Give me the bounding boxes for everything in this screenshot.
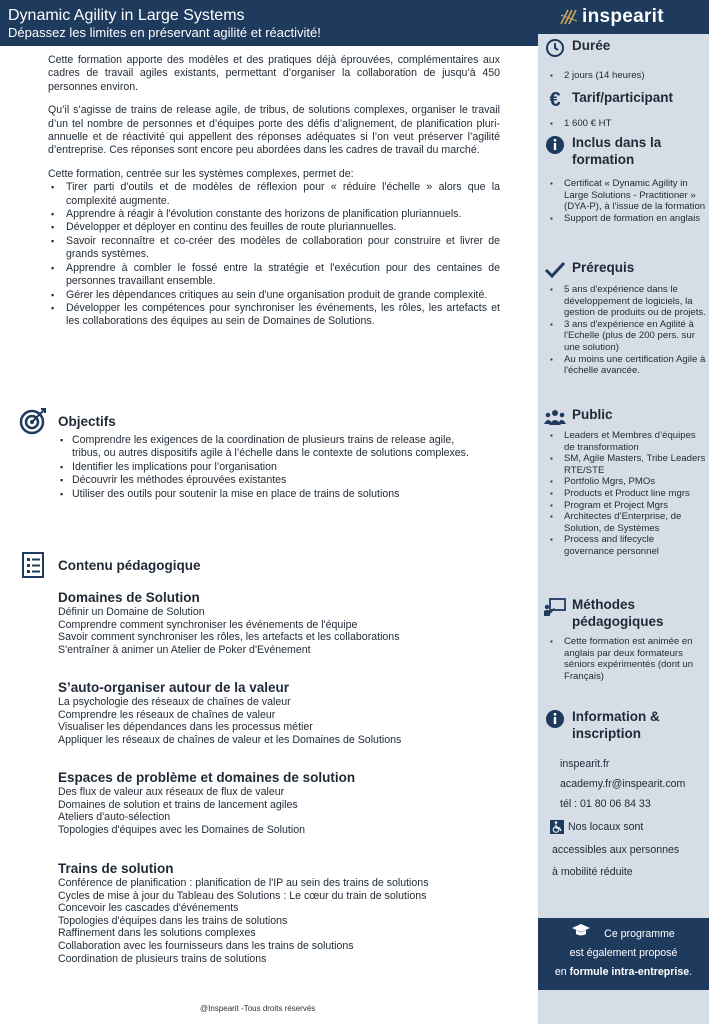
duree-list: [548, 70, 706, 82]
intro-bullet-list: [48, 181, 500, 328]
page-title: Dynamic Agility in Large Systems: [8, 7, 245, 24]
duree-heading: [544, 37, 610, 59]
module-block: [58, 680, 498, 746]
section-title: Contenu pédagogique: [58, 557, 201, 573]
accessibility-note: [550, 820, 643, 834]
list-item: ▪ Support de formation en anglais: [548, 213, 706, 225]
list-item: ▪ Leaders et Membres d’équipes de transformation: [548, 430, 706, 453]
module-line: Conférence de planification : planification de l'IP au sein des trains de solutions: [58, 877, 429, 889]
module-line: Des flux de valeur aux réseaux de flux de valeur: [58, 786, 285, 798]
sidebar: [538, 0, 709, 1024]
prerequis-heading: [544, 259, 634, 281]
clock-icon: [544, 37, 566, 59]
module-line: Ateliers d'auto-sélection: [58, 811, 171, 824]
public-heading: [544, 406, 613, 428]
presentation-icon: [544, 596, 566, 618]
list-item: ▪ Utiliser des outils pour soutenir la mise en place de trains de solutions: [58, 488, 478, 501]
module-line: Topologies d'équipes dans les trains de solutions: [58, 914, 288, 927]
list-item: ▪ Cette formation est animée en anglais par deux formateurs séniors expérimentés (dont un Français): [548, 636, 706, 682]
list-item: ▪ SM, Agile Masters, Tribe Leaders RTE/STE: [548, 453, 706, 476]
tarif-list: [548, 118, 706, 130]
checklist-icon: [18, 550, 48, 580]
intro-paragraph: Cette formation, centrée sur les systèmes complexes, permet de:: [48, 167, 354, 180]
intro-section: [48, 54, 500, 329]
info-heading: [544, 708, 697, 742]
users-icon: [544, 406, 566, 428]
list-item: ▪ Au moins une certification Agile à l'échelle avancée.: [548, 354, 706, 377]
module-title: Trains de solution: [58, 861, 174, 876]
module-line: Raffinement dans les solutions complexes: [58, 927, 256, 940]
info-icon: [544, 708, 566, 730]
list-item: ▪ Tirer parti d'outils et de modèles de réflexion pour « réduire l'échelle » alors que la complexité augmente.: [48, 181, 500, 208]
intro-paragraph: Qu’il s’agisse de trains de release agile, de tribus, de solutions complexes, organiser le travail d’un tel nombre de personnes et d’équipes porte des défis d’alignement, de planification pluri-annuelle et de réactivité qui appellent des réponses adéquates si l’on veut préserver l’agilité d’entreprise. Ces réponses sont encore peu abordées dans les cadres de travail du marché.: [48, 104, 500, 157]
list-item: ▪ 3 ans d'expérience en Agilité à l'Echelle (plus de 200 pers. sur une solution): [548, 319, 706, 354]
logo-mark-icon: [560, 9, 578, 25]
prerequis-list: [548, 284, 706, 377]
module-line: Appliquer les réseaux de chaînes de valeur et les Domaines de Solutions: [58, 733, 402, 746]
page-subtitle: Dépassez les limites en préservant agilité et réactivité!: [8, 25, 321, 40]
module-line: Cycles de mise à jour du Tableau des Solutions : Le cœur du train de solutions: [58, 889, 427, 902]
module-title: Espaces de problème et domaines de solution: [58, 770, 356, 785]
tarif-heading: [544, 89, 673, 111]
list-item: ▪ 5 ans d'expérience dans le développement de logiciels, la gestion de produits ou de projets.: [548, 284, 706, 319]
module-line: La psychologie des réseaux de chaînes de valeur: [58, 696, 291, 708]
module-line: Concevoir les cascades d'événements: [58, 902, 239, 915]
intra-promo-box: [538, 918, 709, 990]
module-line: Définir un Domaine de Solution: [58, 606, 205, 618]
list-item: ▪ Apprendre à combler le fossé entre la stratégie et l'exécution pour des centaines de personnes travaillant ensemble.: [48, 262, 500, 289]
logo: [538, 0, 709, 34]
module-line: Comprendre comment synchroniser les événements de l'équipe: [58, 618, 358, 631]
list-item: ▪ Architectes d’Enterprise, de Solution, de Systèmes: [548, 511, 706, 534]
module-line: Coordination de plusieurs trains de solutions: [58, 952, 267, 965]
list-item: ▪ 2 jours (14 heures): [548, 70, 706, 82]
inclus-list: [548, 178, 706, 224]
list-item: ▪ Certificat « Dynamic Agility in Large Solutions - Practitioner » (DYA-P), à l’issue de la formation: [548, 178, 706, 213]
module-block: [58, 770, 498, 836]
module-line: Collaboration avec les fournisseurs dans les trains de solutions: [58, 939, 354, 952]
module-line: Topologies d'équipes avec les Domaines de Solution: [58, 823, 306, 836]
list-item: ▪ 1 600 € HT: [548, 118, 706, 130]
module-block: [58, 590, 498, 656]
promo-line: Ce programme: [538, 924, 709, 944]
list-item: ▪ Développer les compétences pour synchroniser les événements, les rôles, les artefacts et les collaborations des équipes au sein de Domaines de Solutions.: [48, 302, 500, 329]
footer-copyright: @Inspearit -Tous droits réservés: [200, 1004, 316, 1013]
module-block: [58, 861, 498, 965]
list-item: ▪ Program et Project Mgrs: [548, 500, 706, 512]
module-line: Comprendre les réseaux de chaînes de valeur: [58, 708, 276, 721]
section-title: Prérequis: [572, 260, 635, 275]
list-item: ▪ Découvrir les méthodes éprouvées existantes: [58, 474, 478, 487]
promo-line: est également proposé: [569, 947, 678, 959]
main-content: [0, 46, 538, 1024]
euro-icon: €: [549, 88, 561, 111]
accessibility-text: Nos locaux sont: [568, 821, 644, 833]
list-item: ▪ Products et Product line mgrs: [548, 488, 706, 500]
list-item: ▪ Process and lifecycle governance personnel: [548, 534, 706, 557]
module-title: Domaines de Solution: [58, 590, 200, 605]
target-icon: [18, 406, 48, 436]
methodes-heading: [544, 596, 702, 630]
header-bar: [0, 0, 538, 46]
list-item: ▪ Développer et déployer en continu des feuilles de route pluriannuelles.: [48, 221, 500, 234]
section-title: Objectifs: [58, 413, 116, 429]
module-line: Savoir comment synchroniser les rôles, les artefacts et les collaborations: [58, 631, 400, 644]
contenu-heading: [18, 550, 201, 580]
promo-line: en formule intra-entreprise.: [554, 966, 693, 978]
section-title: Information & inscription: [572, 709, 660, 741]
module-title: S’auto-organiser autour de la valeur: [58, 680, 290, 695]
list-item: ▪ Gérer les dépendances critiques au sein d'une organisation produit de grande complexité.: [48, 289, 500, 302]
list-item: ▪ Identifier les implications pour l’organisation: [58, 461, 478, 474]
accessibility-text: à mobilité réduite: [552, 866, 633, 878]
section-title: Méthodes pédagogiques: [572, 597, 664, 629]
accessibility-text: accessibles aux personnes: [552, 844, 680, 856]
wheelchair-icon: [550, 820, 564, 834]
email-link[interactable]: academy.fr@inspearit.com: [560, 778, 686, 790]
inclus-heading: [544, 134, 692, 168]
objectifs-heading: [18, 406, 116, 436]
section-title: Public: [572, 407, 613, 422]
list-item: ▪ Portfolio Mgrs, PMOs: [548, 476, 706, 488]
list-item: ▪ Apprendre à réagir à l'évolution constante des horizons de planification pluriannuels.: [48, 208, 500, 221]
module-line: Domaines de solution et trains de lancement agiles: [58, 798, 298, 811]
list-item: ▪ Comprendre les exigences de la coordination de plusieurs trains de release agile, tribus, ou autres dispositifs agile à l’échelle dans le contexte de solutions complexes.: [58, 434, 478, 461]
objectifs-list: [58, 434, 478, 501]
module-line: S'entraîner à animer un Atelier de Poker d'Evénement: [58, 643, 311, 656]
section-title: Durée: [572, 38, 611, 53]
graduation-cap-icon: [572, 924, 590, 944]
section-title: Inclus dans la formation: [572, 135, 662, 167]
intro-paragraph: Cette formation apporte des modèles et des pratiques déjà éprouvées, complémentaires aux cadres de travail agiles existants, permettant d’organiser la collaboration de jusqu’à 450 personnes environ.: [48, 54, 500, 93]
phone-number: tél : 01 80 06 84 33: [560, 798, 651, 810]
list-item: ▪ Savoir reconnaître et co-créer des modèles de collaboration pour construire et livrer de grands systèmes.: [48, 235, 500, 262]
methodes-list: [548, 636, 706, 682]
section-title: Tarif/participant: [572, 90, 674, 105]
info-icon: [544, 134, 566, 156]
website-link[interactable]: inspearit.fr: [560, 758, 610, 770]
logo-text: inspearit: [582, 6, 664, 27]
module-line: Visualiser les dépendances dans les processus métier: [58, 721, 313, 734]
checkmark-icon: [544, 259, 566, 281]
public-list: [548, 430, 706, 558]
